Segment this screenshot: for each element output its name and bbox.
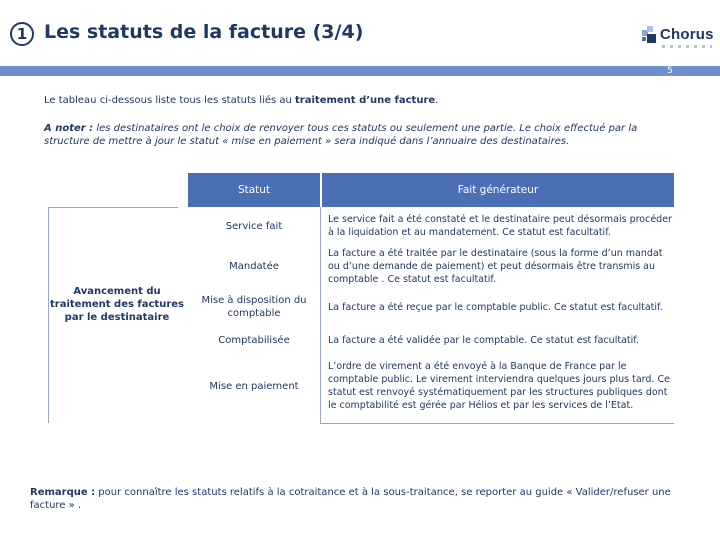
chorus-logo-icon [642,26,658,44]
intro-text: Le tableau ci-dessous liste tous les statuts liés au [44,95,296,106]
note-paragraph [44,122,684,148]
step-number-badge: 1 [10,22,34,46]
chorus-logo-dots [662,45,712,48]
desc-mise-en-paiement: L’ordre de virement a été envoyé à la Banque de France par le comptable public. Le virement interviendra quelques jours plus tard. Ce statut est renvoyé systématiquement par les structures publiques dont le comptabilité est gérée par Hélios et par les services de l’Etat. [328,361,670,411]
desc-mise-a-disposition: La facture a été reçue par le comptable public. Ce statut est facultatif. [328,301,663,313]
note-text: les destinataires ont le choix de renvoyer tous ces statuts ou seulement une partie. Le choix effectué par la structure de mettre à jour le statut « mise en paiement » sera indiqué dans l’annuaire des destinataires. [44,123,638,147]
page-number: 5 [667,66,673,76]
group-label: Avancement du traitement des factures par le destinataire [50,286,184,323]
remark-paragraph [30,486,700,512]
chorus-logo-text: Chorus [660,26,714,43]
chorus-logo [640,24,714,50]
status-mise-en-paiement: Mise en paiement [209,380,299,392]
slide-header [0,0,720,66]
column-header-fait-generateur: Fait générateur [322,173,674,207]
desc-service-fait: Le service fait a été constaté et le destinataire peut désormais procéder à la liquidation et au mandatement. Ce statut est facultatif. [328,214,672,238]
table-bottom-border [320,423,674,424]
status-comptabilisee: Comptabilisée [218,334,290,346]
desc-mandatee: La facture a été traitée par le destinataire (sous la forme d’un mandat ou d’une demande de paiement) et peut désormais être transmis au comptable . Ce statut est facultatif. [328,247,663,285]
column-divider [320,207,321,423]
page-title: Les statuts de la facture (3/4) [44,21,364,43]
remark-text: pour connaître les statuts relatifs à la cotraitance et à la sous-traitance, se reporter au guide « Valider/refuser une facture » . [30,487,671,511]
intro-end: . [435,95,439,106]
note-label: A noter : [44,123,94,134]
status-mandatee: Mandatée [229,260,279,272]
remark-label: Remarque : [30,487,96,498]
intro-paragraph [44,95,438,106]
status-mise-a-disposition: Mise à disposition du comptable [201,295,307,319]
header-divider-bar [0,66,720,76]
intro-bold-text: traitement d’une facture [295,95,436,106]
desc-comptabilisee: La facture a été validée par le comptable. Ce statut est facultatif. [328,334,639,346]
column-header-statut: Statut [188,173,320,207]
status-service-fait: Service fait [225,220,283,232]
